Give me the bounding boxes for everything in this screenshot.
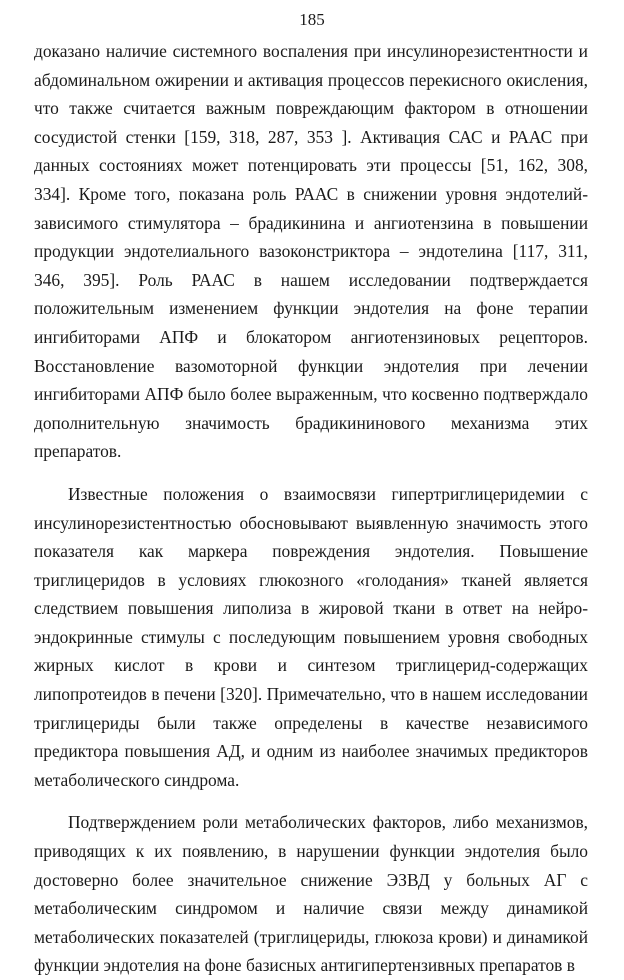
paragraph-3: Подтверждением роли метаболических факторов, либо механизмов, приводящих к их появлению, в нарушении функции эндотелия было достоверно более значительное снижение ЭЗВД у больных АГ с метаболическим синдромом и наличие связи между динамикой метаболических показателей (триглицериды, глюкоза крови) и динамикой функции эндотелия на фоне базисных антигипертензивных препаратов в [34,812,588,976]
paragraph-1: доказано наличие системного воспаления при инсулинорезистентности и абдоминальном ожирении и активация процессов перекисного окисления, что также считается важным повреждающим фактором в отношении сосудистой стенки [159, 318, 287, 353 ]. Активация САС и РААС при данных состояниях может потенцировать эти процессы [51, 162, 308, 334]. Кроме того, показана роль РААС в снижении уровня эндотелий-зависимого стимулятора – брадикинина и ангиотензина в повышении продукции эндотелиального вазоконстриктора – эндотелина [117, 311, 346, 395]. Роль РААС в нашем исследовании подтверждается положительным изменением функции эндотелия на фоне терапии ингибиторами АПФ и блокатором ангиотензиновых рецепторов. Восстановление вазомоторной функции эндотелия при лечении ингибиторами АПФ было более выраженным, что косвенно подтверждало дополнительную значимость брадикининового механизма этих препаратов. [34,41,588,462]
body-text [34,37,588,980]
paragraph-2: Известные положения о взаимосвязи гипертриглицеридемии с инсулинорезистентностью обосновывают выявленную значимость этого показателя как маркера повреждения эндотелия. Повышение триглицеридов в условиях глюкозного «голодания» тканей является следствием повышения липолиза в жировой ткани в ответ на нейро-эндокринные стимулы с последующим повышением уровня свободных жирных кислот в крови и синтезом триглицерид-содержащих липопротеидов в печени [320]. Примечательно, что в нашем исследовании триглицериды были также определены в качестве независимого предиктора повышения АД, и одним из наиболее значимых предикторов метаболического синдрома. [34,483,588,790]
page-number: 185 [299,10,325,29]
